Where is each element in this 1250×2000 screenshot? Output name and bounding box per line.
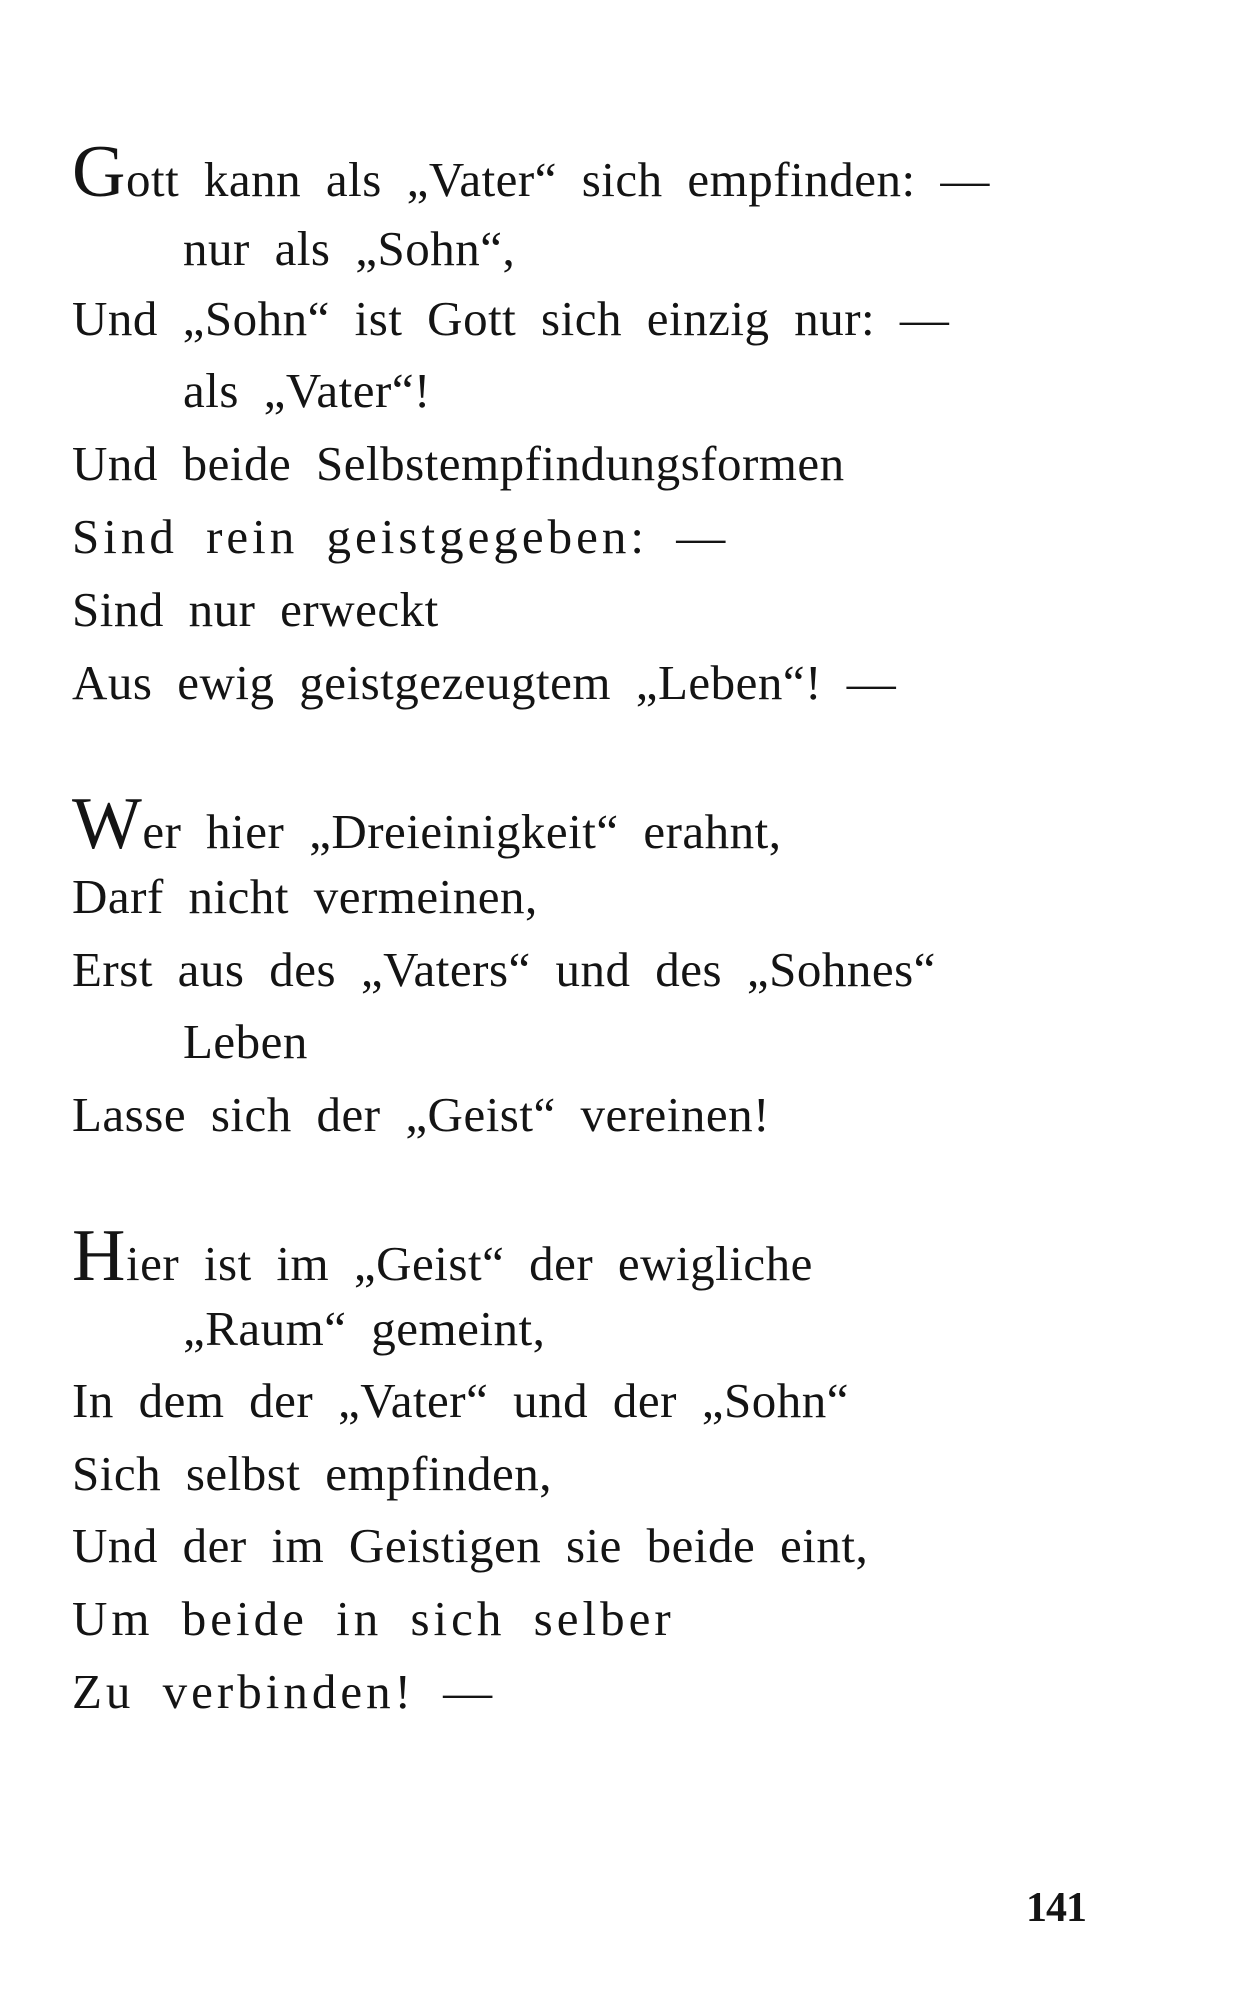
poem-line: Sind rein geistgegeben: —	[72, 509, 730, 564]
poem-line: Aus ewig geistgezeugtem „Leben“! —	[72, 655, 897, 710]
poem-line: Leben	[183, 1014, 308, 1069]
initial-capital: W	[72, 783, 143, 865]
poem-line: Gott kann als „Vater“ sich empfinden: —	[72, 131, 990, 213]
poem-line: Erst aus des „Vaters“ und des „Sohnes“	[72, 942, 936, 997]
poem-line: als „Vater“!	[183, 363, 431, 418]
poem-line: Und „Sohn“ ist Gott sich einzig nur: —	[72, 291, 950, 346]
poem-line: Hier ist im „Geist“ der ewigliche	[72, 1215, 813, 1297]
poem-line: Sich selbst empfinden,	[72, 1446, 553, 1501]
poem-line: „Raum“ gemeint,	[183, 1301, 546, 1356]
poem-line: Und der im Geistigen sie beide eint,	[72, 1518, 869, 1573]
poem-line: Wer hier „Dreieinigkeit“ erahnt,	[72, 783, 782, 865]
poem-line: Darf nicht vermeinen,	[72, 869, 538, 924]
poem-line: Zu verbinden! —	[72, 1664, 497, 1719]
poem-line: Lasse sich der „Geist“ vereinen!	[72, 1087, 770, 1142]
poem-line: Und beide Selbstempfindungsformen	[72, 436, 845, 491]
poem-line: nur als „Sohn“,	[183, 221, 516, 276]
page-number: 141	[1026, 1885, 1086, 1931]
initial-capital: H	[72, 1215, 126, 1297]
poem-line: Um beide in sich selber	[72, 1591, 675, 1646]
initial-capital: G	[72, 131, 126, 213]
poem-line: In dem der „Vater“ und der „Sohn“	[72, 1373, 849, 1428]
poem-line: Sind nur erweckt	[72, 582, 439, 637]
